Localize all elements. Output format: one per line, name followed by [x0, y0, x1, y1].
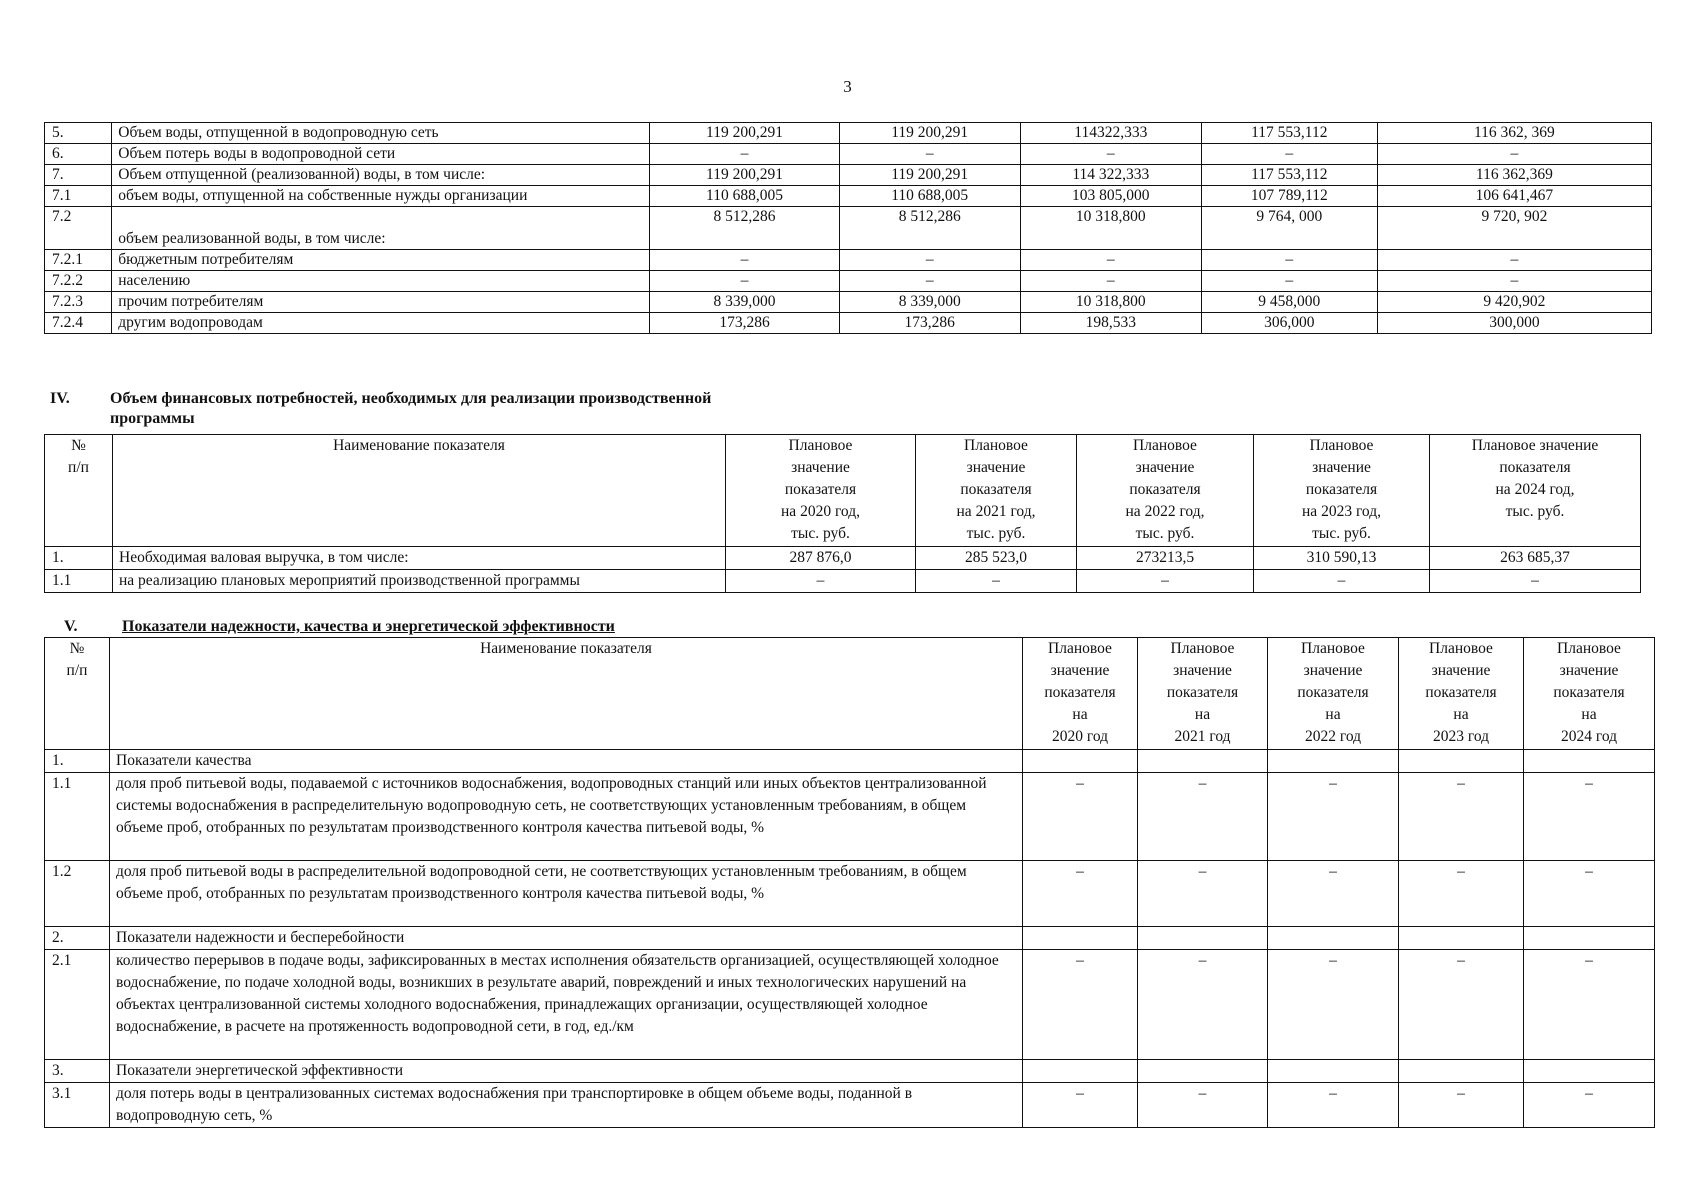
value-2021 [1138, 1060, 1268, 1083]
value-2021: – [1138, 773, 1268, 861]
value-2021: 119 200,291 [839, 165, 1020, 186]
value-2023 [1399, 1060, 1524, 1083]
section-iv-title-line2: программы [110, 410, 195, 427]
value-2022: – [1268, 861, 1399, 927]
value-2023: 117 553,112 [1201, 123, 1377, 144]
row-code: 1.1 [45, 773, 110, 861]
table-row [45, 570, 1641, 593]
table-row [45, 123, 1652, 144]
value-2024: – [1524, 950, 1655, 1060]
row-code: 2. [45, 927, 110, 950]
value-2021: – [839, 271, 1020, 292]
section-iv-title-line1: Объем финансовых потребностей, необходимых для реализации производственной [110, 390, 712, 407]
value-2021: 285 523,0 [916, 547, 1077, 570]
value-2022: – [1020, 271, 1201, 292]
value-2020: – [650, 144, 839, 165]
value-2020: 8 339,000 [650, 292, 839, 313]
row-code: 7.2 [45, 207, 112, 250]
header-num: № п/п [45, 435, 113, 547]
value-2020 [1023, 750, 1138, 773]
value-2024: – [1524, 861, 1655, 927]
value-2020: – [1023, 950, 1138, 1060]
value-2020: – [726, 570, 916, 593]
value-2021: – [1138, 1083, 1268, 1128]
value-2023: 310 590,13 [1254, 547, 1430, 570]
value-2020: 173,286 [650, 313, 839, 334]
value-2021: – [1138, 861, 1268, 927]
section-iv-heading [50, 389, 1050, 433]
row-name: Объем отпущенной (реализованной) воды, в том числе: [112, 165, 650, 186]
value-2021: 8 339,000 [839, 292, 1020, 313]
value-2022: 114322,333 [1020, 123, 1201, 144]
value-2021 [1138, 750, 1268, 773]
table-row [45, 250, 1652, 271]
row-name: доля потерь воды в централизованных системах водоснабжения при транспортировке в общем объеме воды, поданной в водопроводную сеть, % [110, 1083, 1023, 1128]
value-2020: – [650, 271, 839, 292]
table-row [45, 313, 1652, 334]
value-2020: 8 512,286 [650, 207, 839, 250]
value-2022 [1268, 750, 1399, 773]
value-2021: 119 200,291 [839, 123, 1020, 144]
value-2024: 9 420,902 [1377, 292, 1651, 313]
value-2021: – [839, 144, 1020, 165]
value-2023 [1399, 927, 1524, 950]
value-2024: 300,000 [1377, 313, 1651, 334]
table-row [45, 927, 1655, 950]
value-2023: – [1201, 250, 1377, 271]
value-2023: 9 458,000 [1201, 292, 1377, 313]
row-name: объем воды, отпущенной на собственные нужды организации [112, 186, 650, 207]
section-v-title: Показатели надежности, качества и энергетической эффективности [122, 618, 615, 635]
row-name: количество перерывов в подаче воды, зафиксированных в местах исполнения обязательств организацией, осуществляющей холодное водоснабжение, по подаче холодной воды, возникших в результате аварий, повреждений и иных технологических нарушений на объектах централизованной системы холодного водоснабжения, принадлежащих организации, осуществляющей холодное водоснабжение, в расчете на протяженность водопроводной сети, в год, ед./км [110, 950, 1023, 1060]
value-2023 [1399, 750, 1524, 773]
value-2024: – [1430, 570, 1641, 593]
header-2022: Плановое значение показателя на 2022 год [1268, 638, 1399, 750]
row-code: 1. [45, 750, 110, 773]
row-name: Показатели энергетической эффективности [110, 1060, 1023, 1083]
header-2024: Плановое значение показателя на 2024 год, тыс. руб. [1430, 435, 1641, 547]
value-2023: 107 789,112 [1201, 186, 1377, 207]
value-2020 [1023, 927, 1138, 950]
value-2024 [1524, 1060, 1655, 1083]
value-2022: 10 318,800 [1020, 207, 1201, 250]
table-row [45, 861, 1655, 927]
value-2020: – [1023, 861, 1138, 927]
value-2023: 117 553,112 [1201, 165, 1377, 186]
value-2021: 8 512,286 [839, 207, 1020, 250]
table-row [45, 207, 1652, 250]
value-2024: – [1377, 144, 1651, 165]
value-2022: 114 322,333 [1020, 165, 1201, 186]
row-name: прочим потребителям [112, 292, 650, 313]
row-code: 1.1 [45, 570, 113, 593]
row-code: 7.2.3 [45, 292, 112, 313]
value-2020: – [1023, 1083, 1138, 1128]
value-2020: 287 876,0 [726, 547, 916, 570]
row-name: Объем воды, отпущенной в водопроводную сеть [112, 123, 650, 144]
row-code: 2.1 [45, 950, 110, 1060]
section-v-heading [64, 617, 1064, 637]
table-row [45, 547, 1641, 570]
value-2023: – [1201, 144, 1377, 165]
value-2022 [1268, 1060, 1399, 1083]
value-2021 [1138, 927, 1268, 950]
value-2023: 9 764, 000 [1201, 207, 1377, 250]
row-code: 3. [45, 1060, 110, 1083]
table-row [45, 1083, 1655, 1128]
value-2023: 306,000 [1201, 313, 1377, 334]
header-2022: Плановое значение показателя на 2022 год, тыс. руб. [1077, 435, 1254, 547]
header-2023: Плановое значение показателя на 2023 год [1399, 638, 1524, 750]
finance-header-row [45, 435, 1641, 547]
header-2020: Плановое значение показателя на 2020 год [1023, 638, 1138, 750]
value-2022: 273213,5 [1077, 547, 1254, 570]
row-name: населению [112, 271, 650, 292]
value-2024: – [1377, 271, 1651, 292]
page-number: 3 [843, 77, 852, 96]
reliability-indicators-table [44, 637, 1655, 1128]
row-code: 7.2.1 [45, 250, 112, 271]
header-2023: Плановое значение показателя на 2023 год, тыс. руб. [1254, 435, 1430, 547]
financial-needs-table [44, 434, 1641, 593]
row-name: Показатели надежности и бесперебойности [110, 927, 1023, 950]
row-code: 1.2 [45, 861, 110, 927]
value-2024: – [1377, 250, 1651, 271]
row-code: 7.1 [45, 186, 112, 207]
table-row [45, 292, 1652, 313]
value-2021: – [839, 250, 1020, 271]
row-code: 7.2.2 [45, 271, 112, 292]
value-2024: 106 641,467 [1377, 186, 1651, 207]
value-2024: 263 685,37 [1430, 547, 1641, 570]
value-2024 [1524, 927, 1655, 950]
value-2024: – [1524, 1083, 1655, 1128]
value-2022: – [1268, 773, 1399, 861]
value-2020: 119 200,291 [650, 123, 839, 144]
row-code: 7. [45, 165, 112, 186]
value-2020: 110 688,005 [650, 186, 839, 207]
table-row [45, 144, 1652, 165]
value-2022: – [1020, 144, 1201, 165]
value-2024: – [1524, 773, 1655, 861]
header-2024: Плановое значение показателя на 2024 год [1524, 638, 1655, 750]
header-2021: Плановое значение показателя на 2021 год, тыс. руб. [916, 435, 1077, 547]
indicators-header-row [45, 638, 1655, 750]
row-name: бюджетным потребителям [112, 250, 650, 271]
value-2022: – [1020, 250, 1201, 271]
row-name: Объем потерь воды в водопроводной сети [112, 144, 650, 165]
table-row [45, 1060, 1655, 1083]
value-2020: 119 200,291 [650, 165, 839, 186]
row-code: 6. [45, 144, 112, 165]
value-2023: – [1201, 271, 1377, 292]
value-2021: – [1138, 950, 1268, 1060]
row-name: доля проб питьевой воды в распределительной водопроводной сети, не соответствующих установленным требованиям, в общем объеме проб, отобранных по результатам производственного контроля качества питьевой воды, % [110, 861, 1023, 927]
value-2021: 173,286 [839, 313, 1020, 334]
value-2024 [1524, 750, 1655, 773]
row-name: другим водопроводам [112, 313, 650, 334]
value-2023: – [1254, 570, 1430, 593]
table-row [45, 165, 1652, 186]
header-2021: Плановое значение показателя на 2021 год [1138, 638, 1268, 750]
value-2020: – [650, 250, 839, 271]
value-2020: – [1023, 773, 1138, 861]
row-name: Показатели качества [110, 750, 1023, 773]
table-row [45, 950, 1655, 1060]
header-2020: Плановое значение показателя на 2020 год, тыс. руб. [726, 435, 916, 547]
row-code: 5. [45, 123, 112, 144]
table-row [45, 750, 1655, 773]
value-2022 [1268, 927, 1399, 950]
header-num: № п/п [45, 638, 110, 750]
row-name: на реализацию плановых мероприятий производственной программы [113, 570, 726, 593]
header-name: Наименование показателя [113, 435, 726, 547]
water-volume-table [44, 122, 1652, 334]
table-row [45, 186, 1652, 207]
value-2023: – [1399, 1083, 1524, 1128]
row-name: объем реализованной воды, в том числе: [112, 207, 650, 250]
row-code: 1. [45, 547, 113, 570]
table-row [45, 271, 1652, 292]
section-iv-number: IV. [50, 390, 70, 407]
value-2022: 103 805,000 [1020, 186, 1201, 207]
value-2021: 110 688,005 [839, 186, 1020, 207]
value-2020 [1023, 1060, 1138, 1083]
value-2022: – [1268, 950, 1399, 1060]
value-2022: – [1268, 1083, 1399, 1128]
value-2022: – [1077, 570, 1254, 593]
value-2022: 198,533 [1020, 313, 1201, 334]
value-2023: – [1399, 773, 1524, 861]
section-v-number: V. [64, 618, 78, 635]
value-2021: – [916, 570, 1077, 593]
value-2023: – [1399, 950, 1524, 1060]
value-2024: 9 720, 902 [1377, 207, 1651, 250]
row-code: 3.1 [45, 1083, 110, 1128]
value-2024: 116 362,369 [1377, 165, 1651, 186]
row-name: Необходимая валовая выручка, в том числе: [113, 547, 726, 570]
value-2023: – [1399, 861, 1524, 927]
header-name: Наименование показателя [110, 638, 1023, 750]
value-2024: 116 362, 369 [1377, 123, 1651, 144]
value-2022: 10 318,800 [1020, 292, 1201, 313]
table-row [45, 773, 1655, 861]
row-code: 7.2.4 [45, 313, 112, 334]
row-name: доля проб питьевой воды, подаваемой с источников водоснабжения, водопроводных станций или иных объектов централизованной системы водоснабжения в распределительную водопроводную сеть, не соответствующих установленным требованиям, в общем объеме проб, отобранных по результатам производственного контроля качества питьевой воды, % [110, 773, 1023, 861]
